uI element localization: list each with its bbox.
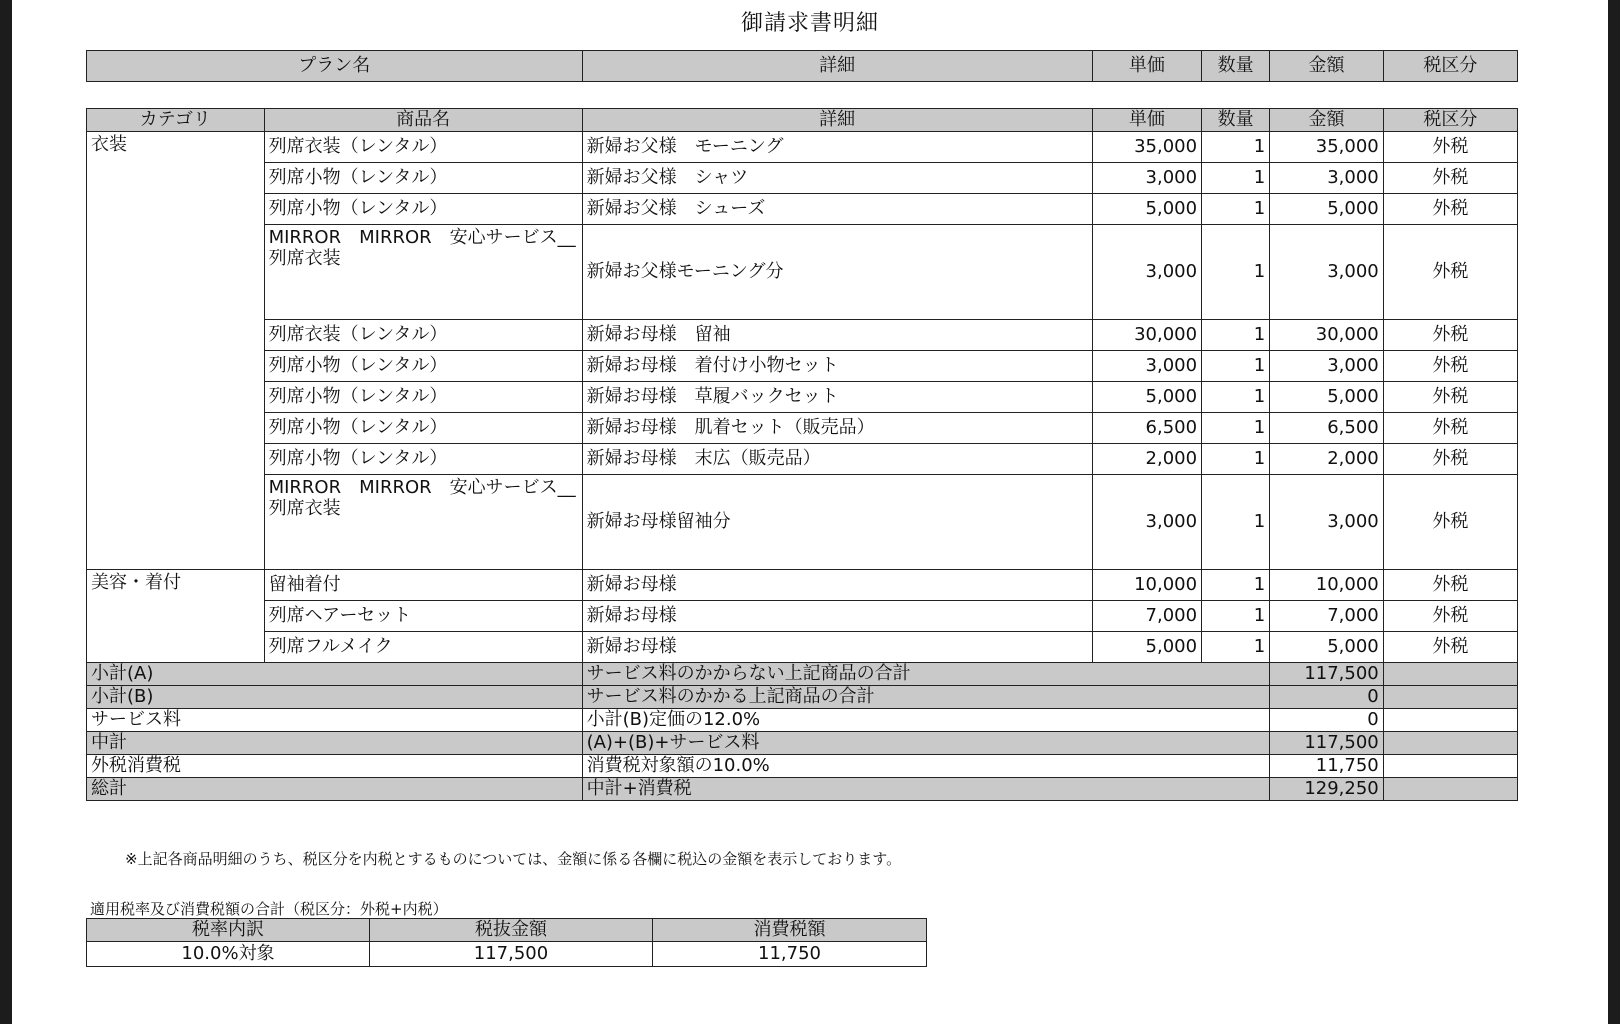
detail-cell: 新婦お父様モーニング分 — [582, 225, 1092, 320]
table-row — [87, 225, 1518, 320]
unit-price-cell: 5,000 — [1092, 194, 1201, 225]
summary-label: サービス料 — [87, 709, 583, 732]
summary-row-grand-total — [87, 778, 1518, 801]
summary-description: 小計(B)定価の12.0% — [582, 709, 1270, 732]
col-quantity: 数量 — [1202, 51, 1270, 82]
col-detail: 詳細 — [582, 51, 1092, 82]
col-tax-amount: 消費税額 — [653, 919, 927, 942]
tax-summary-header-row — [87, 919, 927, 942]
summary-label: 小計(B) — [87, 686, 583, 709]
unit-price-cell: 2,000 — [1092, 444, 1201, 475]
summary-empty-cell — [1383, 663, 1517, 686]
quantity-cell: 1 — [1202, 570, 1270, 601]
product-cell: 列席小物（レンタル） — [264, 444, 582, 475]
summary-row-subtotal-a — [87, 663, 1518, 686]
tax-type-cell: 外税 — [1383, 444, 1517, 475]
col-tax-type: 税区分 — [1383, 51, 1517, 82]
tax-summary-caption: 適用税率及び消費税額の合計（税区分：外税+内税） — [90, 900, 448, 918]
tax-type-cell: 外税 — [1383, 601, 1517, 632]
summary-description: サービス料のかかる上記商品の合計 — [582, 686, 1270, 709]
quantity-cell: 1 — [1202, 413, 1270, 444]
col-amount: 金額 — [1270, 109, 1384, 132]
product-cell: 列席小物（レンタル） — [264, 163, 582, 194]
table-row — [87, 132, 1518, 163]
detail-cell: 新婦お母様 末広（販売品） — [582, 444, 1092, 475]
quantity-cell: 1 — [1202, 632, 1270, 663]
table-row — [87, 320, 1518, 351]
category-cell: 衣装 — [87, 132, 265, 570]
tax-type-cell: 外税 — [1383, 351, 1517, 382]
product-cell: 列席小物（レンタル） — [264, 413, 582, 444]
summary-row-midtotal — [87, 732, 1518, 755]
table-row — [87, 163, 1518, 194]
amount-cell: 2,000 — [1270, 444, 1384, 475]
unit-price-cell: 3,000 — [1092, 163, 1201, 194]
col-product-name: 商品名 — [264, 109, 582, 132]
summary-description: 中計+消費税 — [582, 778, 1270, 801]
summary-description: (A)+(B)+サービス料 — [582, 732, 1270, 755]
invoice-page — [12, 0, 1608, 1024]
detail-cell: 新婦お父様 シューズ — [582, 194, 1092, 225]
summary-amount: 117,500 — [1270, 663, 1384, 686]
col-category: カテゴリ — [87, 109, 265, 132]
quantity-cell: 1 — [1202, 194, 1270, 225]
col-plan-name: プラン名 — [87, 51, 583, 82]
summary-description: サービス料のかからない上記商品の合計 — [582, 663, 1270, 686]
unit-price-cell: 7,000 — [1092, 601, 1201, 632]
col-detail: 詳細 — [582, 109, 1092, 132]
amount-cell: 5,000 — [1270, 382, 1384, 413]
quantity-cell: 1 — [1202, 382, 1270, 413]
category-cell: 美容・着付 — [87, 570, 265, 663]
table-row — [87, 475, 1518, 570]
summary-empty-cell — [1383, 686, 1517, 709]
product-cell: 列席小物（レンタル） — [264, 351, 582, 382]
amount-cell: 3,000 — [1270, 163, 1384, 194]
summary-empty-cell — [1383, 778, 1517, 801]
summary-empty-cell — [1383, 755, 1517, 778]
quantity-cell: 1 — [1202, 444, 1270, 475]
tax-rate-cell: 10.0%対象 — [87, 942, 370, 967]
table-row — [87, 413, 1518, 444]
summary-amount: 11,750 — [1270, 755, 1384, 778]
summary-label: 外税消費税 — [87, 755, 583, 778]
col-tax-type: 税区分 — [1383, 109, 1517, 132]
summary-description: 消費税対象額の10.0% — [582, 755, 1270, 778]
summary-amount: 117,500 — [1270, 732, 1384, 755]
quantity-cell: 1 — [1202, 351, 1270, 382]
amount-cell: 35,000 — [1270, 132, 1384, 163]
quantity-cell: 1 — [1202, 132, 1270, 163]
plan-header-table — [86, 50, 1518, 82]
product-cell: 列席フルメイク — [264, 632, 582, 663]
col-unit-price: 単価 — [1092, 109, 1201, 132]
col-excl-amount: 税抜金額 — [370, 919, 653, 942]
detail-cell: 新婦お父様 モーニング — [582, 132, 1092, 163]
amount-cell: 3,000 — [1270, 475, 1384, 570]
detail-cell: 新婦お母様 着付け小物セット — [582, 351, 1092, 382]
quantity-cell: 1 — [1202, 225, 1270, 320]
tax-type-cell: 外税 — [1383, 163, 1517, 194]
product-cell: MIRROR MIRROR 安心サービス__列席衣装 — [264, 225, 582, 320]
summary-amount: 129,250 — [1270, 778, 1384, 801]
quantity-cell: 1 — [1202, 320, 1270, 351]
table-row — [87, 194, 1518, 225]
detail-cell: 新婦お母様 — [582, 570, 1092, 601]
amount-cell: 7,000 — [1270, 601, 1384, 632]
items-header-row — [87, 109, 1518, 132]
summary-row-subtotal-b — [87, 686, 1518, 709]
tax-type-cell: 外税 — [1383, 632, 1517, 663]
tax-summary-row — [87, 942, 927, 967]
table-row — [87, 444, 1518, 475]
summary-empty-cell — [1383, 732, 1517, 755]
summary-row-consumption-tax — [87, 755, 1518, 778]
summary-label: 中計 — [87, 732, 583, 755]
detail-cell: 新婦お母様 — [582, 632, 1092, 663]
quantity-cell: 1 — [1202, 475, 1270, 570]
product-cell: 列席小物（レンタル） — [264, 194, 582, 225]
summary-empty-cell — [1383, 709, 1517, 732]
unit-price-cell: 5,000 — [1092, 632, 1201, 663]
tax-type-cell: 外税 — [1383, 382, 1517, 413]
summary-amount: 0 — [1270, 709, 1384, 732]
amount-cell: 6,500 — [1270, 413, 1384, 444]
detail-cell: 新婦お母様 肌着セット（販売品） — [582, 413, 1092, 444]
amount-cell: 30,000 — [1270, 320, 1384, 351]
amount-cell: 10,000 — [1270, 570, 1384, 601]
quantity-cell: 1 — [1202, 601, 1270, 632]
detail-cell: 新婦お父様 シャツ — [582, 163, 1092, 194]
tax-type-cell: 外税 — [1383, 225, 1517, 320]
detail-cell: 新婦お母様 留袖 — [582, 320, 1092, 351]
tax-type-cell: 外税 — [1383, 475, 1517, 570]
product-cell: 列席ヘアーセット — [264, 601, 582, 632]
plan-header-row — [87, 51, 1518, 82]
product-cell: 列席衣装（レンタル） — [264, 320, 582, 351]
product-cell: 列席衣装（レンタル） — [264, 132, 582, 163]
unit-price-cell: 3,000 — [1092, 351, 1201, 382]
tax-type-cell: 外税 — [1383, 320, 1517, 351]
amount-cell: 3,000 — [1270, 351, 1384, 382]
unit-price-cell: 35,000 — [1092, 132, 1201, 163]
unit-price-cell: 3,000 — [1092, 225, 1201, 320]
table-row — [87, 570, 1518, 601]
detail-cell: 新婦お母様 草履バックセット — [582, 382, 1092, 413]
summary-row-service-fee — [87, 709, 1518, 732]
excl-amount-cell: 117,500 — [370, 942, 653, 967]
summary-label: 小計(A) — [87, 663, 583, 686]
detail-cell: 新婦お母様留袖分 — [582, 475, 1092, 570]
page-title: 御請求書明細 — [740, 11, 879, 36]
tax-amount-cell: 11,750 — [653, 942, 927, 967]
col-unit-price: 単価 — [1092, 51, 1201, 82]
unit-price-cell: 3,000 — [1092, 475, 1201, 570]
summary-amount: 0 — [1270, 686, 1384, 709]
tax-type-cell: 外税 — [1383, 570, 1517, 601]
product-cell: 留袖着付 — [264, 570, 582, 601]
product-cell: MIRROR MIRROR 安心サービス__列席衣装 — [264, 475, 582, 570]
tax-type-cell: 外税 — [1383, 413, 1517, 444]
tax-type-cell: 外税 — [1383, 132, 1517, 163]
tax-summary-table — [86, 918, 927, 967]
col-amount: 金額 — [1270, 51, 1384, 82]
unit-price-cell: 30,000 — [1092, 320, 1201, 351]
amount-cell: 3,000 — [1270, 225, 1384, 320]
unit-price-cell: 6,500 — [1092, 413, 1201, 444]
unit-price-cell: 10,000 — [1092, 570, 1201, 601]
table-row — [87, 382, 1518, 413]
amount-cell: 5,000 — [1270, 632, 1384, 663]
detail-cell: 新婦お母様 — [582, 601, 1092, 632]
col-quantity: 数量 — [1202, 109, 1270, 132]
amount-cell: 5,000 — [1270, 194, 1384, 225]
quantity-cell: 1 — [1202, 163, 1270, 194]
tax-note: ※上記各商品明細のうち、税区分を内税とするものについては、金額に係る各欄に税込の金額を表示しております。 — [125, 850, 902, 868]
tax-type-cell: 外税 — [1383, 194, 1517, 225]
items-table — [86, 108, 1518, 801]
unit-price-cell: 5,000 — [1092, 382, 1201, 413]
col-tax-rate: 税率内訳 — [87, 919, 370, 942]
table-row — [87, 632, 1518, 663]
table-row — [87, 601, 1518, 632]
summary-label: 総計 — [87, 778, 583, 801]
table-row — [87, 351, 1518, 382]
product-cell: 列席小物（レンタル） — [264, 382, 582, 413]
